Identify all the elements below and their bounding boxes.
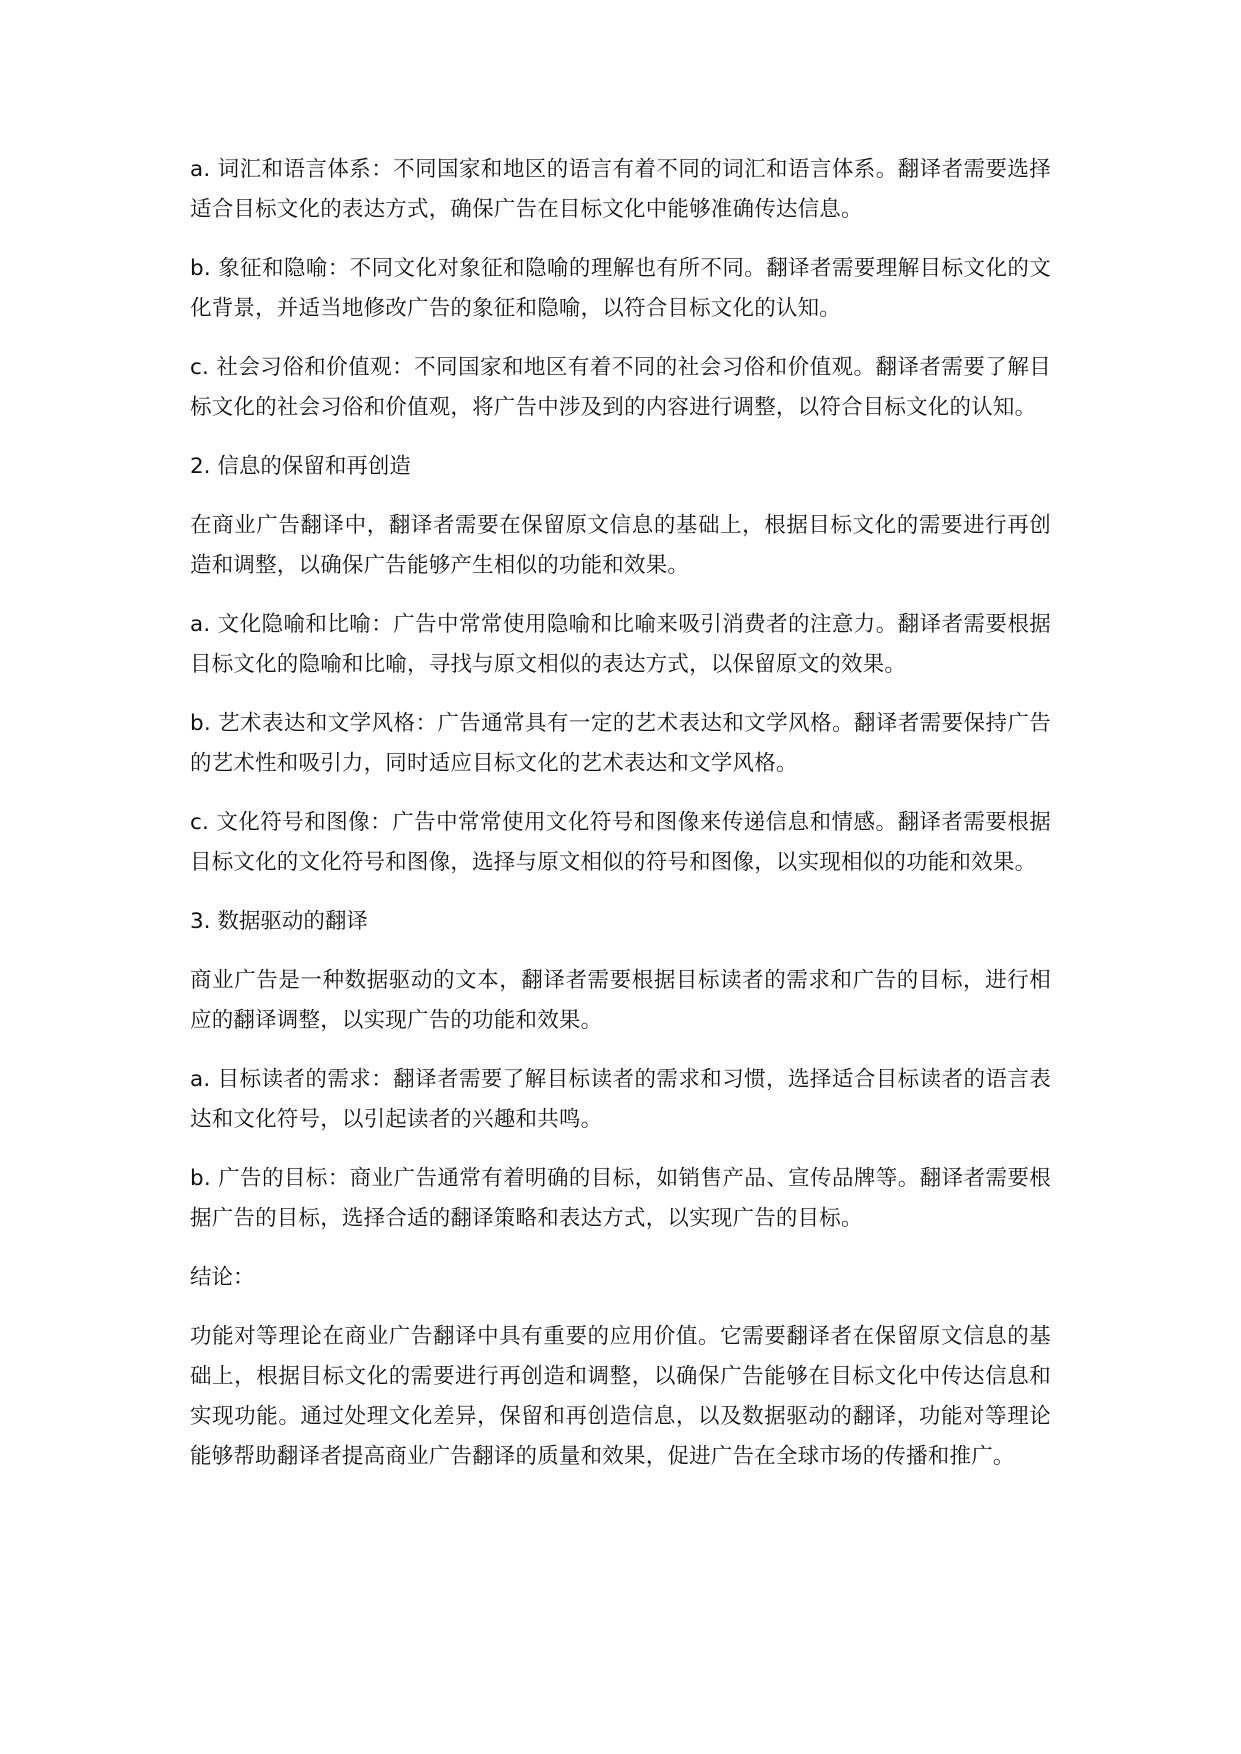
paragraph-symbolism: b. 象征和隐喻：不同文化对象征和隐喻的理解也有所不同。翻译者需要理解目标文化的文化背景，并适当地修改广告的象征和隐喻，以符合目标文化的认知。: [190, 256, 1051, 321]
paragraph-ad-goals: b. 广告的目标：商业广告通常有着明确的目标，如销售产品、宣传品牌等。翻译者需要根据广告的目标，选择合适的翻译策略和表达方式，以实现广告的目标。: [190, 1166, 1051, 1231]
paragraph-customs-values: c. 社会习俗和价值观：不同国家和地区有着不同的社会习俗和价值观。翻译者需要了解目标文化的社会习俗和价值观，将广告中涉及到的内容进行调整，以符合目标文化的认知。: [190, 355, 1051, 420]
conclusion-paragraph: 功能对等理论在商业广告翻译中具有重要的应用价值。它需要翻译者在保留原文信息的基础上，根据目标文化的需要进行再创造和调整，以确保广告能够在目标文化中传达信息和实现功能。通过处理文化差异，保留和再创造信息，以及数据驱动的翻译，功能对等理论能够帮助翻译者提高商业广告翻译的质量和效果，促进广告在全球市场的传播和推广。: [190, 1324, 1051, 1469]
section-heading-data-driven: 3. 数据驱动的翻译: [190, 909, 368, 934]
paragraph-retention-intro: 在商业广告翻译中，翻译者需要在保留原文信息的基础上，根据目标文化的需要进行再创造和调整，以确保广告能够产生相似的功能和效果。: [190, 513, 1051, 578]
paragraph-vocabulary: a. 词汇和语言体系：不同国家和地区的语言有着不同的词汇和语言体系。翻译者需要选择适合目标文化的表达方式，确保广告在目标文化中能够准确传达信息。: [190, 157, 1051, 222]
paragraph-reader-needs: a. 目标读者的需求：翻译者需要了解目标读者的需求和习惯，选择适合目标读者的语言表达和文化符号，以引起读者的兴趣和共鸣。: [190, 1067, 1051, 1132]
conclusion-heading: 结论：: [190, 1265, 255, 1290]
paragraph-metaphor: a. 文化隐喻和比喻：广告中常常使用隐喻和比喻来吸引消费者的注意力。翻译者需要根据目标文化的隐喻和比喻，寻找与原文相似的表达方式，以保留原文的效果。: [190, 612, 1051, 677]
paragraph-artistic-style: b. 艺术表达和文学风格：广告通常具有一定的艺术表达和文学风格。翻译者需要保持广告的艺术性和吸引力，同时适应目标文化的艺术表达和文学风格。: [190, 711, 1051, 776]
paragraph-data-driven-intro: 商业广告是一种数据驱动的文本，翻译者需要根据目标读者的需求和广告的目标，进行相应的翻译调整，以实现广告的功能和效果。: [190, 968, 1051, 1033]
section-heading-retention: 2. 信息的保留和再创造: [190, 454, 411, 479]
paragraph-symbols-images: c. 文化符号和图像：广告中常常使用文化符号和图像来传递信息和情感。翻译者需要根据目标文化的文化符号和图像，选择与原文相似的符号和图像，以实现相似的功能和效果。: [190, 810, 1051, 875]
